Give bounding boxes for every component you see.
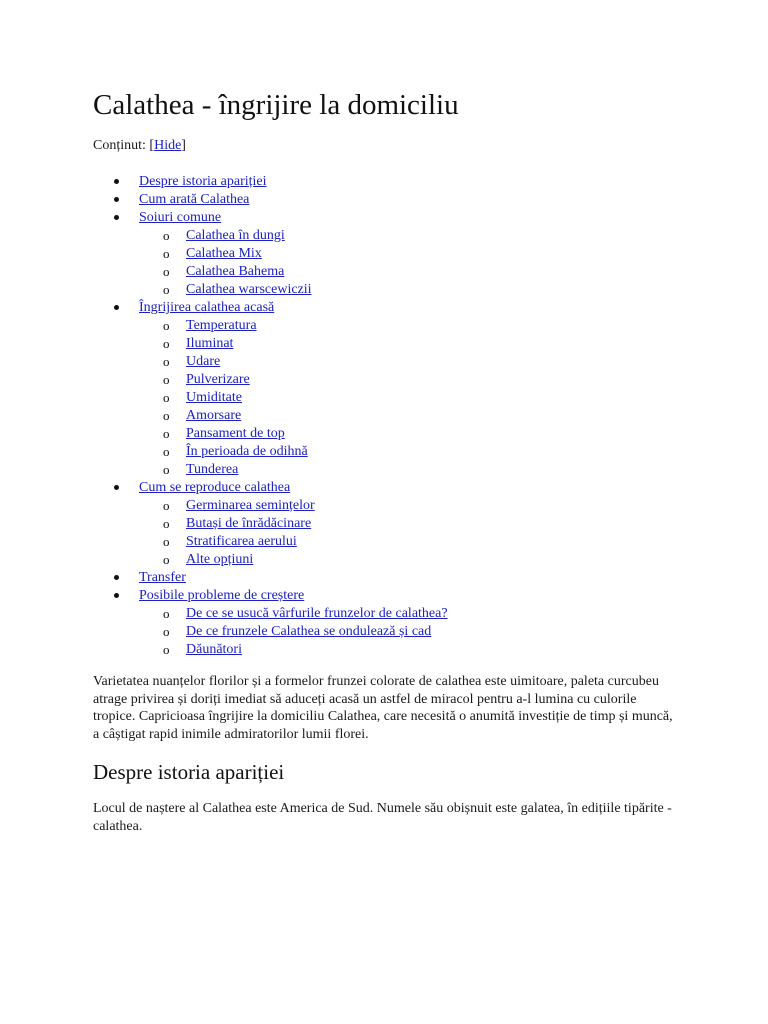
toc-sublink[interactable]: În perioada de odihnă — [186, 444, 308, 459]
toc-sublink[interactable]: Alte opțiuni — [186, 552, 254, 567]
toc-subitem — [139, 371, 653, 389]
toc-link[interactable]: Îngrijirea calathea acasă — [139, 300, 275, 315]
toc-sublink[interactable]: Amorsare — [186, 408, 242, 423]
toc-sublink[interactable]: Temperatura — [186, 318, 257, 333]
toc-item — [93, 209, 653, 299]
toc-sublist — [139, 317, 653, 479]
toc-sublink[interactable]: Stratificarea aerului — [186, 534, 297, 549]
toc-item — [93, 587, 653, 659]
toc-sublink[interactable]: Calathea Mix — [186, 246, 262, 261]
toc-sublink[interactable]: De ce se usucă vârfurile frunzelor de calathea? — [186, 606, 448, 621]
toc-subitem — [139, 227, 653, 245]
toc-subitem — [139, 353, 653, 371]
toc-sublink[interactable]: De ce frunzele Calathea se ondulează și cad — [186, 624, 432, 639]
toc-hide-link[interactable]: Hide — [154, 138, 182, 153]
toc-link[interactable]: Cum arată Calathea — [139, 192, 250, 207]
toc-sublink[interactable]: Dăunători — [186, 642, 242, 657]
toc-sublist — [139, 497, 653, 569]
toc-link[interactable]: Posibile probleme de creștere — [139, 588, 305, 603]
toc-sublist — [139, 227, 653, 299]
toc-subitem — [139, 281, 653, 299]
toc-sublink[interactable]: Calathea Bahema — [186, 264, 285, 279]
history-paragraph: Locul de naștere al Calathea este America de Sud. Numele său obișnuit este galatea, în edițiile tipărite - calathea. — [93, 801, 672, 834]
intro-paragraph: Varietatea nuanțelor florilor și a formelor frunzei colorate de calathea este uimitoare, paleta curcubeu atrage privirea și doriți imediat să aduceți acasă un astfel de miracol pentru a-l lumina cu culorile tropice. Capricioasa îngrijire la domiciliu Calathea, care necesită o anumită investiție de timp și muncă, a câștigat rapid inimile admiratorilor lumii florei. — [93, 674, 673, 742]
toc-sublink[interactable]: Udare — [186, 354, 221, 369]
toc-link[interactable]: Soiuri comune — [139, 210, 222, 225]
toc-link[interactable]: Transfer — [139, 570, 186, 585]
toc-subitem — [139, 443, 653, 461]
toc-link[interactable]: Despre istoria apariției — [139, 174, 267, 189]
table-of-contents — [93, 173, 653, 659]
toc-sublink[interactable]: Pansament de top — [186, 426, 285, 441]
section-heading-history: Despre istoria apariției — [93, 760, 285, 784]
toc-item — [93, 191, 653, 209]
toc-item — [93, 299, 653, 479]
toc-sublink[interactable]: Iluminat — [186, 336, 234, 351]
toc-sublink[interactable]: Germinarea semințelor — [186, 498, 315, 513]
toc-subitem — [139, 335, 653, 353]
toc-item — [93, 173, 653, 191]
toc-sublink[interactable]: Calathea în dungi — [186, 228, 285, 243]
toc-sublink[interactable]: Butași de înrădăcinare — [186, 516, 312, 531]
toc-subitem — [139, 425, 653, 443]
toc-header: Conținut: [Hide] — [93, 138, 186, 153]
toc-subitem — [139, 515, 653, 533]
toc-subitem — [139, 407, 653, 425]
toc-subitem — [139, 605, 653, 623]
toc-item — [93, 479, 653, 569]
toc-subitem — [139, 497, 653, 515]
toc-subitem — [139, 623, 653, 641]
page-title: Calathea - îngrijire la domiciliu — [93, 89, 459, 121]
toc-subitem — [139, 461, 653, 479]
toc-subitem — [139, 317, 653, 335]
toc-subitem — [139, 533, 653, 551]
toc-subitem — [139, 641, 653, 659]
toc-sublink[interactable]: Calathea warscewiczii — [186, 282, 312, 297]
toc-sublink[interactable]: Umiditate — [186, 390, 242, 405]
toc-sublink[interactable]: Tunderea — [186, 462, 239, 477]
toc-label: Conținut: — [93, 138, 146, 153]
toc-subitem — [139, 263, 653, 281]
toc-link[interactable]: Cum se reproduce calathea — [139, 480, 291, 495]
toc-item — [93, 569, 653, 587]
toc-subitem — [139, 389, 653, 407]
toc-sublink[interactable]: Pulverizare — [186, 372, 250, 387]
toc-sublist — [139, 605, 653, 659]
toc-subitem — [139, 551, 653, 569]
toc-subitem — [139, 245, 653, 263]
